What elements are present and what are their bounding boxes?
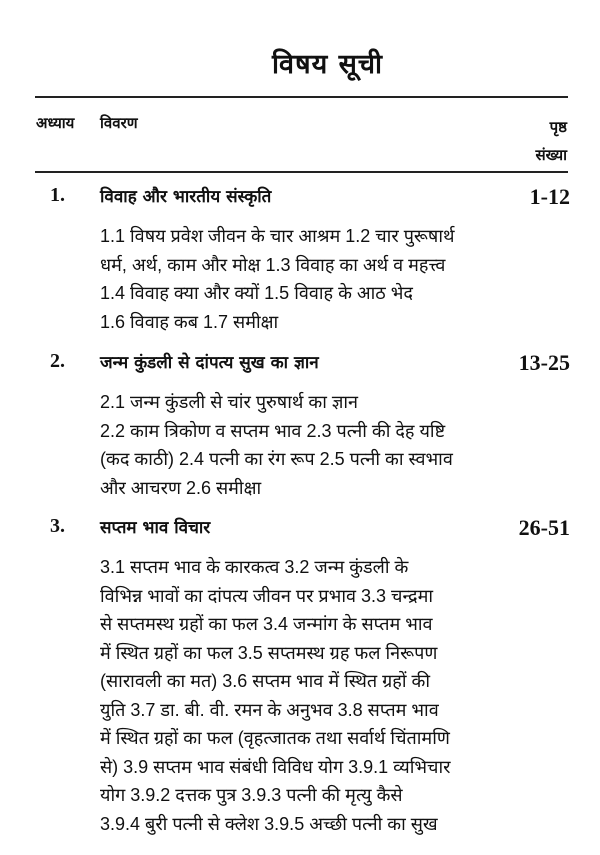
page-title: विषय सूची: [271, 49, 384, 80]
section-line: 3.1 सप्तम भाव के कारकत्व 3.2 जन्म कुंडली के: [100, 557, 409, 577]
chapter-pages: 26-51: [518, 515, 570, 540]
chapter-number: 1.: [50, 184, 65, 206]
column-header-chapter: अध्याय: [36, 114, 75, 132]
section-line: 3.9.4 बुरी पत्नी से क्लेश 3.9.5 अच्छी पत्नी का सुख: [100, 813, 438, 834]
chapter-sections: [100, 222, 495, 336]
section-line: 1.4 विवाह क्या और क्यों 1.5 विवाह के आठ भेद: [100, 283, 413, 303]
chapter-pages: 13-25: [518, 350, 570, 375]
column-header-description: विवरण: [100, 114, 138, 132]
section-line: (कद काठी) 2.4 पत्नी का रंग रूप 2.5 पत्नी का स्वभाव: [100, 449, 453, 469]
chapter-title: जन्म कुंडली से दांपत्य सुख का ज्ञान: [100, 353, 319, 373]
section-line: 1.6 विवाह कब 1.7 समीक्षा: [100, 311, 279, 332]
column-header-page-line2: संख्या: [535, 146, 567, 164]
chapter-title: सप्तम भाव विचार: [100, 518, 211, 538]
chapter-title: विवाह और भारतीय संस्कृति: [100, 187, 272, 207]
section-line: से) 3.9 सप्तम भाव संबंधी विविध योग 3.9.1 व्यभिचार: [100, 756, 451, 777]
section-line: 2.2 काम त्रिकोण व सप्तम भाव 2.3 पत्नी की देह यष्टि: [100, 420, 446, 441]
section-line: और आचरण 2.6 समीक्षा: [100, 477, 262, 498]
chapter-pages: 1-12: [529, 184, 570, 209]
top-rule: [35, 96, 568, 98]
section-line: धर्म, अर्थ, काम और मोक्ष 1.3 विवाह का अर्थ व महत्त्व: [100, 254, 446, 275]
chapter-number: 3.: [50, 515, 65, 537]
section-line: 2.1 जन्म कुंडली से चांर पुरुषार्थ का ज्ञान: [100, 392, 359, 412]
section-line: में स्थित ग्रहों का फल (वृहत्जातक तथा सर्वार्थ चिंतामणि: [100, 728, 450, 748]
chapter-number: 2.: [50, 350, 65, 372]
column-header-page-line1: पृष्ठ: [549, 118, 567, 136]
chapter-sections: [100, 553, 495, 838]
section-line: (सारावली का मत) 3.6 सप्तम भाव में स्थित ग्रहों की: [100, 671, 431, 691]
section-line: युति 3.7 डा. बी. वी. रमन के अनुभव 3.8 सप्तम भाव: [100, 699, 439, 720]
section-line: से सप्तमस्थ ग्रहों का फल 3.4 जन्मांग के सप्तम भाव: [100, 614, 433, 634]
section-line: विभिन्न भावों का दांपत्य जीवन पर प्रभाव 3.3 चन्द्रमा: [100, 585, 433, 606]
column-header-page: [535, 113, 567, 169]
section-line: में स्थित ग्रहों का फल 3.5 सप्तमस्थ ग्रह फल निरूपण: [100, 642, 438, 663]
chapter-sections: [100, 388, 495, 502]
section-line: 1.1 विषय प्रवेश जीवन के चार आश्रम 1.2 चार पुरूषार्थ: [100, 226, 455, 246]
header-rule: [35, 171, 568, 173]
section-line: योग 3.9.2 दत्तक पुत्र 3.9.3 पत्नी की मृत्यु कैसे: [100, 785, 403, 805]
